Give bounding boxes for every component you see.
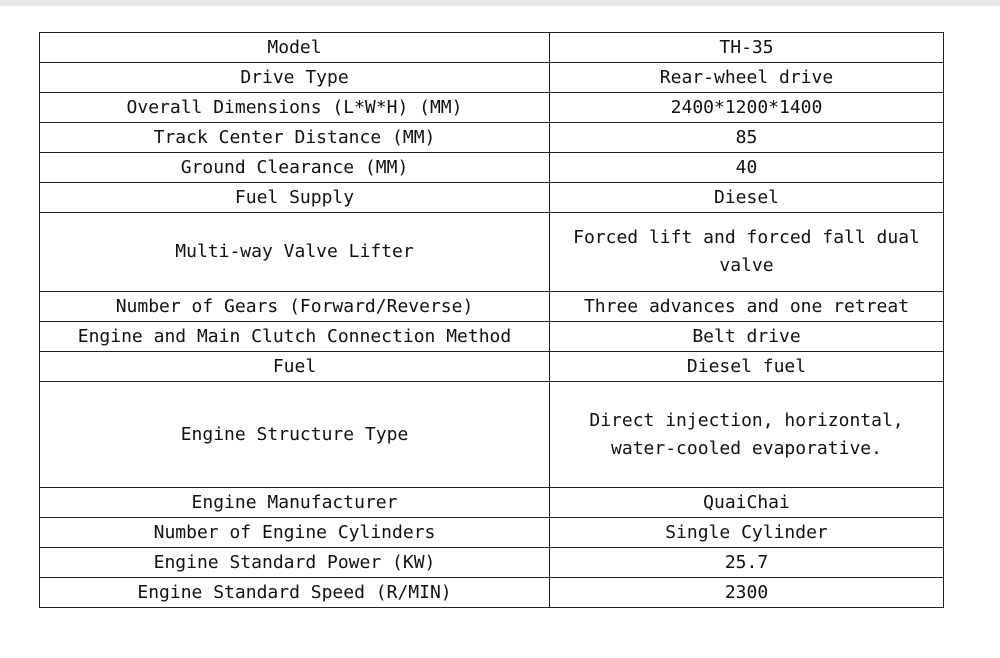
row-label: Multi-way Valve Lifter: [40, 213, 550, 292]
row-value: 25.7: [550, 548, 944, 578]
row-value: Rear-wheel drive: [550, 63, 944, 93]
row-label: Ground Clearance (MM): [40, 153, 550, 183]
row-label: Engine Manufacturer: [40, 488, 550, 518]
row-value: Direct injection, horizontal, water-cooled evaporative.: [550, 382, 944, 488]
row-value: Diesel fuel: [550, 352, 944, 382]
row-label: Fuel Supply: [40, 183, 550, 213]
table-row: [40, 548, 944, 578]
row-label: Number of Engine Cylinders: [40, 518, 550, 548]
row-label: Overall Dimensions (L*W*H) (MM): [40, 93, 550, 123]
row-value: Belt drive: [550, 322, 944, 352]
table-row: [40, 578, 944, 608]
table-row: [40, 183, 944, 213]
row-label: Drive Type: [40, 63, 550, 93]
row-label: Engine and Main Clutch Connection Method: [40, 322, 550, 352]
table-row: [40, 123, 944, 153]
table-row: [40, 518, 944, 548]
table-row: [40, 63, 944, 93]
spec-table: [39, 32, 944, 608]
row-label: Number of Gears (Forward/Reverse): [40, 292, 550, 322]
row-label: Fuel: [40, 352, 550, 382]
row-label: Engine Standard Speed (R/MIN): [40, 578, 550, 608]
row-value: 40: [550, 153, 944, 183]
row-label: Model: [40, 33, 550, 63]
table-row: [40, 352, 944, 382]
row-value: 85: [550, 123, 944, 153]
top-band: [0, 0, 1000, 6]
table-row: [40, 153, 944, 183]
row-value: Three advances and one retreat: [550, 292, 944, 322]
table-row: [40, 292, 944, 322]
table-row: [40, 488, 944, 518]
row-value: QuaiChai: [550, 488, 944, 518]
table-row: [40, 322, 944, 352]
table-row: [40, 213, 944, 292]
table-row: [40, 93, 944, 123]
row-value: 2300: [550, 578, 944, 608]
row-value: Forced lift and forced fall dual valve: [550, 213, 944, 292]
table-row: [40, 382, 944, 488]
row-value: 2400*1200*1400: [550, 93, 944, 123]
row-value: TH-35: [550, 33, 944, 63]
table-row: [40, 33, 944, 63]
row-label: Engine Standard Power (KW): [40, 548, 550, 578]
row-label: Engine Structure Type: [40, 382, 550, 488]
row-label: Track Center Distance (MM): [40, 123, 550, 153]
row-value: Diesel: [550, 183, 944, 213]
row-value: Single Cylinder: [550, 518, 944, 548]
